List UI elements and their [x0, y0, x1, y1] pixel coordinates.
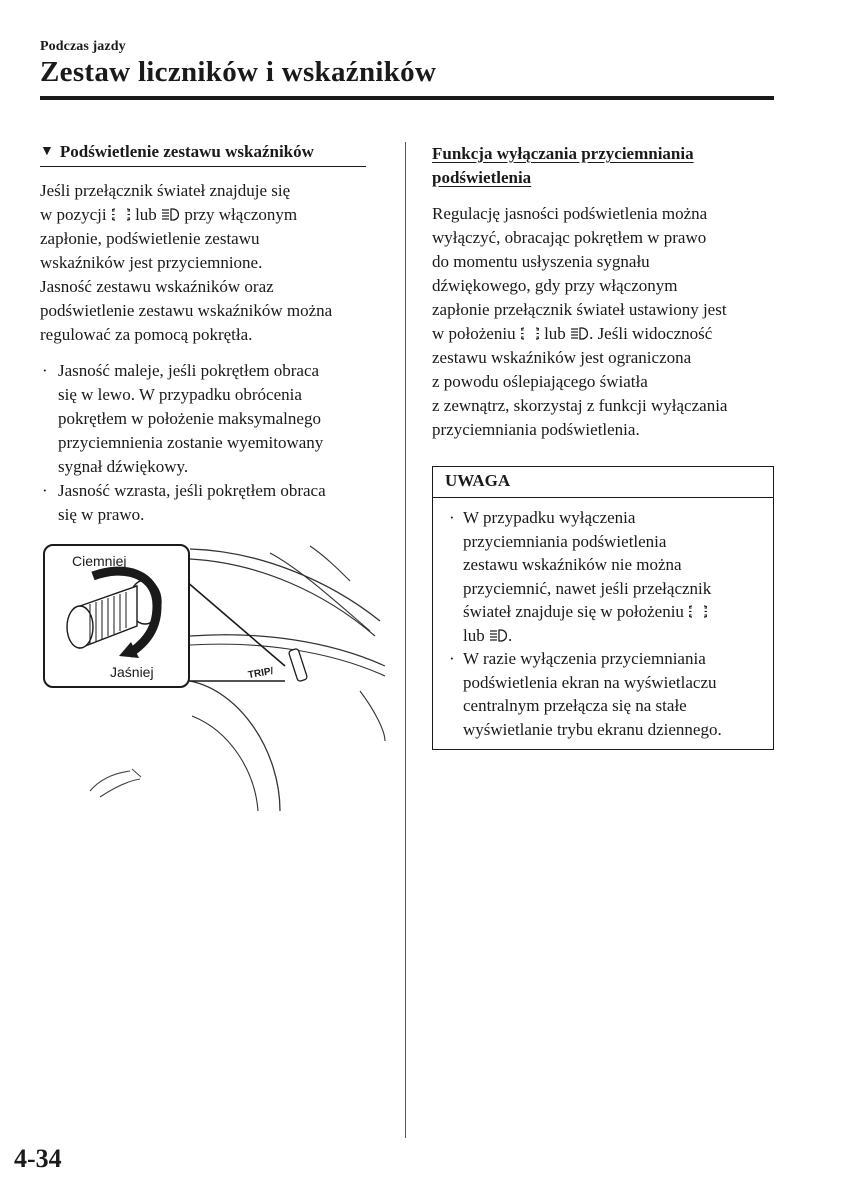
list-item: [40, 479, 390, 527]
parking-light-icon: [521, 327, 539, 340]
list-item: [447, 506, 763, 647]
text-line: Regulację jasności podświetlenia można: [432, 204, 708, 223]
warning-title: UWAGA: [433, 467, 773, 498]
title-rule: [40, 96, 774, 100]
text-line: Jasność maleje, jeśli pokrętłem obraca: [58, 361, 320, 380]
headlight-icon: [490, 629, 507, 642]
page-title: Zestaw liczników i wskaźników: [40, 56, 437, 88]
brightness-bullets: [40, 359, 390, 527]
section-label: Podczas jazdy: [40, 39, 126, 54]
text-line: świateł znajduje się w położeniu: [463, 602, 684, 621]
text-line: . Jeśli widoczność: [589, 324, 713, 343]
illumination-heading-text: Podświetlenie zestawu wskaźników: [59, 142, 314, 161]
list-item: [40, 359, 390, 479]
text-line: podświetlenia ekran na wyświetlaczu: [463, 672, 717, 692]
trip-knob-label: TRIP/: [247, 665, 275, 682]
label-darker: Ciemniej: [72, 553, 127, 569]
triangle-marker-icon: ▼: [40, 144, 54, 159]
intro-paragraph: [40, 179, 390, 347]
text-line: w położeniu: [432, 324, 516, 343]
page-number: 4-34: [14, 1144, 62, 1173]
label-brighter: Jaśniej: [110, 664, 154, 680]
text-line: się w prawo.: [58, 505, 145, 524]
dimmer-cancel-heading: [432, 142, 774, 190]
text-line: przy włączonym: [184, 205, 298, 224]
knob-callout: [43, 544, 190, 688]
text-line: do momentu usłyszenia sygnału: [432, 252, 650, 271]
text-line: zestawu wskaźników nie można: [463, 555, 682, 574]
text-line: przyciemnienia zostanie wyemitowany: [58, 433, 324, 452]
text-line: pokrętłem w położenie maksymalnego: [58, 409, 321, 428]
text-line: zapłonie, podświetlenie zestawu: [40, 229, 260, 248]
text-line: wyświetlanie trybu ekranu dziennego.: [463, 719, 722, 739]
text-line: z powodu oślepiającego światła: [432, 372, 648, 391]
illumination-heading: [40, 142, 366, 167]
dimmer-knob-illustration: [40, 541, 390, 811]
heading-line: Funkcja wyłączania przyciemniania: [432, 144, 694, 163]
text-line: lub: [544, 324, 566, 343]
text-line: zestawu wskaźników jest ograniczona: [432, 348, 692, 367]
text-line: przyciemniania podświetlenia: [463, 531, 667, 551]
headlight-icon: [571, 327, 588, 340]
text-line: sygnał dźwiękowy.: [58, 457, 189, 476]
text-line: z zewnątrz, skorzystaj z funkcji wyłączania: [432, 396, 728, 415]
parking-light-icon: [112, 208, 130, 221]
text-line: centralnym przełącza się na stałe: [463, 696, 687, 715]
list-item: [447, 647, 763, 741]
text-line: W przypadku wyłączenia: [463, 508, 636, 527]
text-line: przyciemniania podświetlenia.: [432, 420, 640, 439]
right-column: [432, 142, 774, 750]
text-line: regulować za pomocą pokrętła.: [40, 325, 253, 344]
text-line: Jasność zestawu wskaźników oraz: [40, 277, 274, 296]
bullet-dot: ·: [449, 508, 455, 527]
text-line: wyłączyć, obracając pokrętłem w prawo: [432, 228, 707, 247]
dimmer-cancel-paragraph: [432, 202, 774, 442]
headlight-icon: [162, 208, 179, 221]
bullet-dot: ·: [42, 361, 48, 380]
parking-light-icon: [689, 605, 707, 618]
text-line: wskaźników jest przyciemnione.: [40, 253, 263, 272]
left-column: [40, 142, 390, 811]
text-line: .: [507, 625, 513, 645]
text-line: Jeśli przełącznik świateł znajduje się: [40, 181, 291, 200]
bullet-dot: ·: [42, 481, 48, 500]
text-line: lub: [135, 205, 157, 224]
column-divider: [405, 142, 406, 1138]
bullet-dot: ·: [449, 649, 455, 668]
warning-box: [432, 466, 774, 750]
heading-line: podświetlenia: [432, 168, 532, 187]
text-line: dźwiękowego, gdy przy włączonym: [432, 276, 678, 295]
text-line: lub: [463, 625, 485, 645]
text-line: się w lewo. W przypadku obrócenia: [58, 385, 302, 404]
warning-list: [433, 506, 773, 741]
text-line: podświetlenie zestawu wskaźników można: [40, 301, 333, 320]
text-line: W razie wyłączenia przyciemniania: [463, 649, 706, 668]
text-line: przyciemnić, nawet jeśli przełącznik: [463, 578, 712, 598]
text-line: w pozycji: [40, 205, 107, 224]
text-line: zapłonie przełącznik świateł ustawiony jest: [432, 300, 727, 319]
text-line: Jasność wzrasta, jeśli pokrętłem obraca: [58, 481, 326, 500]
